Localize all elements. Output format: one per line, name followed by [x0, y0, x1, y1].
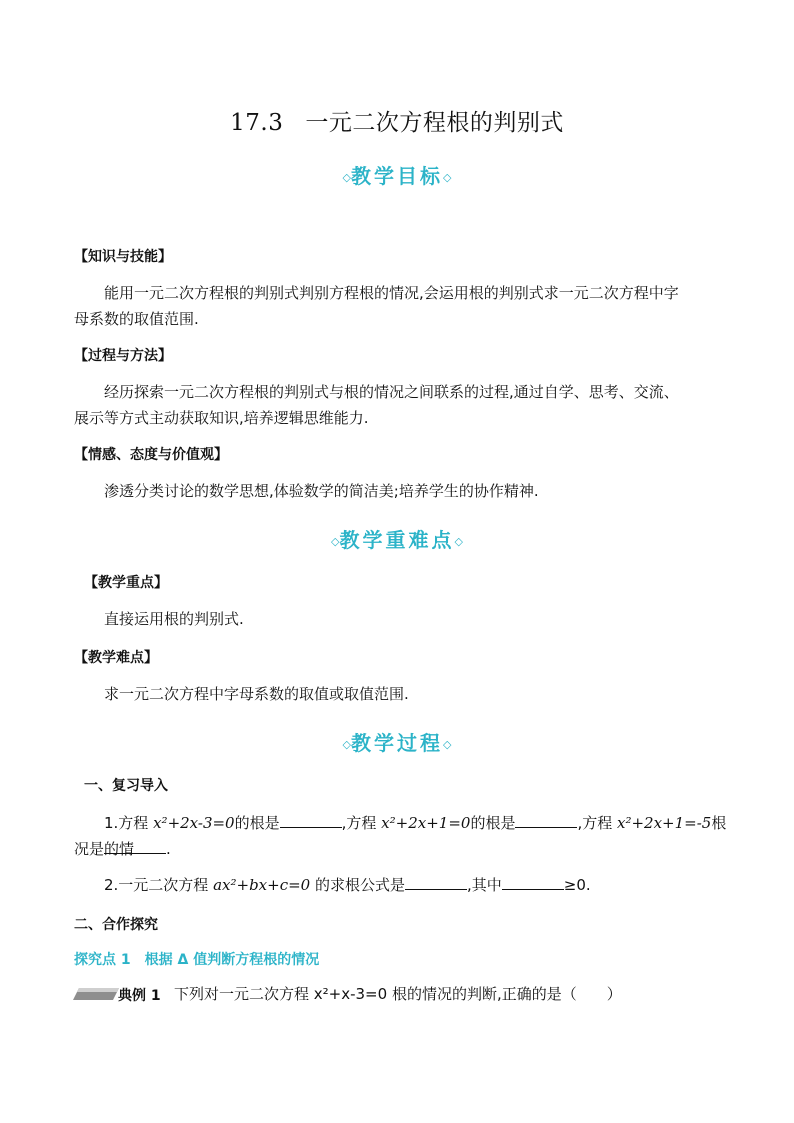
section-key-points [0, 524, 794, 553]
section-process [0, 727, 794, 756]
part2-heading: 二、合作探究 [74, 917, 158, 933]
explore-point-heading: 探究点 1 根据 Δ 值判断方程根的情况 [74, 952, 320, 968]
equation-3: x²+2x+1=-5 [617, 814, 712, 832]
focus-heading: 【教学重点】 [84, 575, 168, 591]
diamond-icon: ◇ [342, 738, 351, 751]
difficulty-heading: 【教学难点】 [74, 650, 158, 666]
title-text: 一元二次方程根的判别式 [305, 110, 564, 136]
q2-text-c: ,其中 [467, 876, 502, 894]
equation-4: ax²+bx+c=0 [213, 876, 311, 894]
section-goals [0, 160, 794, 189]
q1-text-e: ,方程 [577, 814, 618, 832]
question-1-cont [74, 836, 171, 862]
q2-text-d: ≥0. [563, 876, 591, 894]
equation-1: x²+2x-3=0 [153, 814, 235, 832]
diamond-icon: ◇ [342, 171, 351, 184]
difficulty-text: 求一元二次方程中字母系数的取值或取值范围. [104, 685, 409, 703]
q1-text-end: . [166, 840, 171, 858]
knowledge-line-1: 能用一元二次方程根的判别式判别方程根的情况,会运用根的判别式求一元二次方程中字 [104, 284, 679, 302]
question-2 [104, 872, 591, 898]
process-method-heading: 【过程与方法】 [74, 348, 172, 364]
equation-2: x²+2x+1=0 [381, 814, 471, 832]
q2-text-b: 的求根公式是 [310, 876, 406, 894]
example-marker-icon [73, 988, 119, 1000]
section-process-label: 教学过程 [351, 731, 443, 755]
answer-blank[interactable] [515, 813, 577, 828]
q1-text-c: ,方程 [341, 814, 382, 832]
part1-heading: 一、复习导入 [84, 778, 168, 794]
diamond-icon: ◇ [331, 535, 340, 548]
example-label: 典例 1 [118, 988, 161, 1004]
page-title [0, 104, 794, 137]
example-text: 下列对一元二次方程 x²+x-3=0 根的情况的判断,正确的是（ ） [174, 985, 622, 1003]
emotion-line-1: 渗透分类讨论的数学思想,体验数学的简洁美;培养学生的协作精神. [104, 482, 539, 500]
q1-text-b: 的根是 [234, 814, 280, 832]
diamond-icon: ◇ [443, 738, 452, 751]
answer-blank[interactable] [405, 875, 467, 890]
answer-blank[interactable] [104, 839, 166, 854]
knowledge-heading: 【知识与技能】 [74, 249, 172, 265]
section-key-points-label: 教学重难点 [339, 528, 455, 552]
knowledge-line-2: 母系数的取值范围. [74, 310, 199, 328]
emotion-heading: 【情感、态度与价值观】 [74, 447, 228, 463]
diamond-icon: ◇ [443, 171, 452, 184]
focus-text: 直接运用根的判别式. [104, 610, 244, 628]
answer-blank[interactable] [502, 875, 564, 890]
question-1 [104, 810, 734, 862]
q1-text-f: 根的情 [104, 814, 727, 858]
q1-text-g: 况是 [74, 840, 105, 858]
title-number: 17.3 [230, 110, 284, 136]
diamond-icon: ◇ [454, 535, 463, 548]
process-line-2: 展示等方式主动获取知识,培养逻辑思维能力. [74, 409, 369, 427]
process-line-1: 经历探索一元二次方程根的判别式与根的情况之间联系的过程,通过自学、思考、交流、 [104, 383, 679, 401]
section-goals-label: 教学目标 [351, 164, 443, 188]
q1-text-d: 的根是 [470, 814, 516, 832]
q1-text-a: 1.方程 [104, 814, 154, 832]
answer-blank[interactable] [280, 813, 342, 828]
q2-text-a: 2.一元二次方程 [104, 876, 214, 894]
